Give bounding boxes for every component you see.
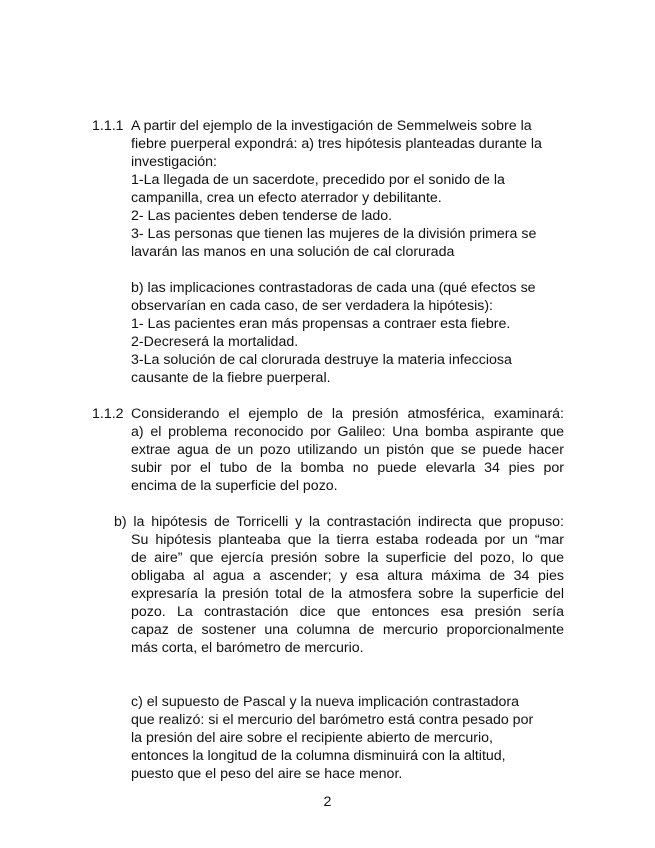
text-line: investigación: [131, 154, 217, 170]
text-line: lavarán las manos en una solución de cal clorurada [131, 244, 455, 260]
part-b-heading: b) la hipótesis de Torricelli y la contrastación indirecta que propuso: [114, 514, 564, 530]
part-a-heading: a) el problema reconocido por Galileo: Una bomba aspirante que [131, 424, 564, 440]
text-line: Considerando el ejemplo de la presión atmosférica, examinará: [131, 406, 564, 422]
text-line: campanilla, crea un efecto aterrador y debilitante. [131, 190, 442, 206]
text-line: subir por el tubo de la bomba no puede elevarla 34 pies por [131, 460, 564, 476]
text-line: expresaría la presión total de la atmosfera sobre la superficie del [131, 586, 564, 602]
page-number: 2 [323, 794, 332, 810]
hypothesis-3: 3- Las personas que tienen las mujeres de la división primera se [131, 226, 537, 242]
text-line: obligaba al agua a ascender; y esa altura máxima de 34 pies [131, 568, 564, 584]
text-line: entonces la longitud de la columna disminuirá con la altitud, [131, 748, 506, 764]
hypothesis-2: 2- Las pacientes deben tenderse de lado. [131, 208, 393, 224]
text-line: Su hipótesis planteaba que la tierra estaba rodeada por un “mar [131, 532, 564, 548]
implication-1: 1- Las pacientes eran más propensas a contraer esta fiebre. [131, 316, 511, 332]
text-line: que realizó: si el mercurio del barómetro está contra pesado por [131, 712, 534, 728]
text-line: de aire” que ejercía presión sobre la superficie del pozo, lo que [131, 550, 564, 566]
part-c-heading: c) el supuesto de Pascal y la nueva implicación contrastadora [131, 694, 520, 710]
implication-3: 3-La solución de cal clorurada destruye la materia infecciosa [131, 352, 512, 368]
text-line: extrae agua de un pozo utilizando un pistón que se puede hacer [131, 442, 564, 458]
part-b-heading: b) las implicaciones contrastadoras de cada una (qué efectos se [131, 280, 536, 296]
text-line: pozo. La contrastación dice que entonces esa presión sería [131, 604, 564, 620]
text-line: más corta, el barómetro de mercurio. [131, 640, 364, 656]
text-line: la presión del aire sobre el recipiente abierto de mercurio, [131, 730, 493, 746]
text-line: puesto que el peso del aire se hace menor. [131, 766, 403, 782]
text-line: capaz de sostener una columna de mercurio proporcionalmente [131, 622, 564, 638]
text-line: causante de la fiebre puerperal. [131, 370, 331, 386]
hypothesis-1: 1-La llegada de un sacerdote, precedido por el sonido de la [131, 172, 505, 188]
text-line: encima de la superficie del pozo. [131, 478, 338, 494]
text-line: observarían en cada caso, de ser verdadera la hipótesis): [131, 298, 493, 314]
text-line: A partir del ejemplo de la investigación de Semmelweis sobre la [131, 118, 532, 134]
section-number: 1.1.2 [92, 406, 124, 422]
text-line: fiebre puerperal expondrá: a) tres hipótesis planteadas durante la [131, 136, 542, 152]
implication-2: 2-Decreserá la mortalidad. [131, 334, 299, 350]
section-number: 1.1.1 [92, 118, 124, 134]
